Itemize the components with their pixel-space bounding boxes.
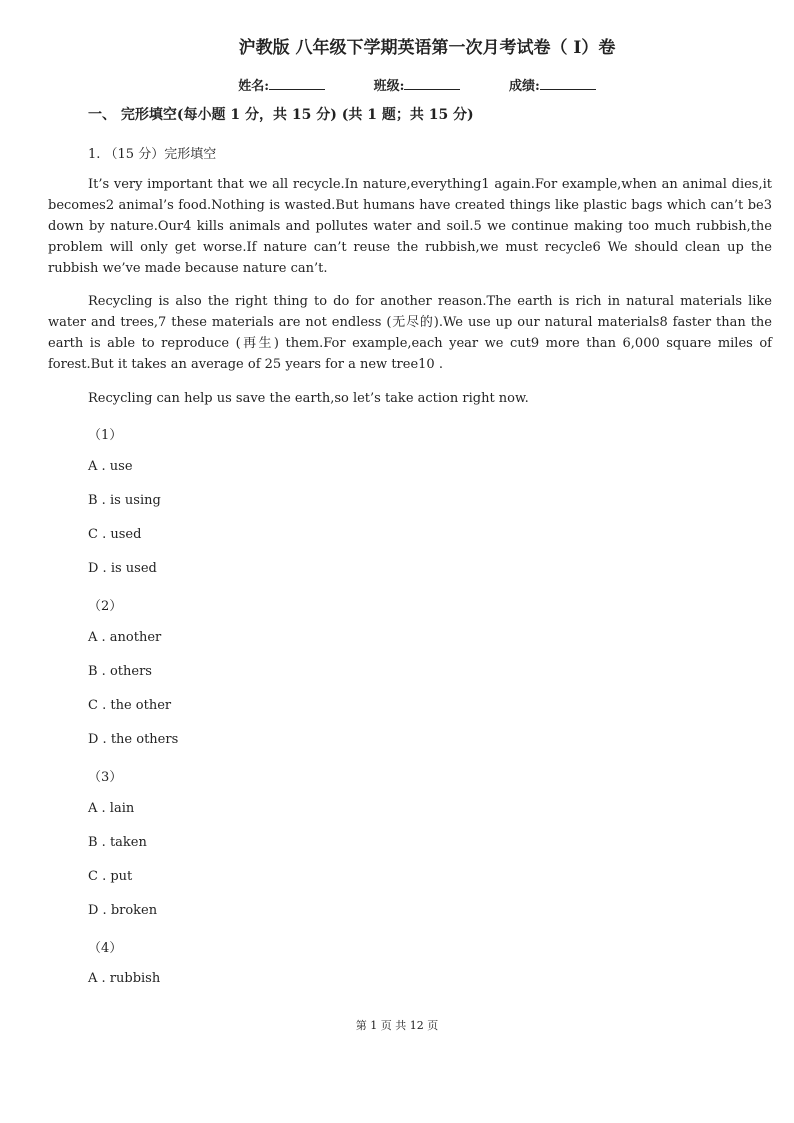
- option-item: C . used: [88, 527, 142, 542]
- score-field: [509, 75, 596, 94]
- name-label: 姓名:: [238, 79, 270, 94]
- class-label: 班级:: [373, 79, 405, 94]
- score-blank: [540, 77, 596, 90]
- class-field: [374, 75, 461, 94]
- option-item: A . rubbish: [88, 971, 161, 986]
- option-item: D . the others: [88, 732, 179, 747]
- option-item: B . taken: [88, 835, 147, 850]
- subquestion-number: （2）: [88, 599, 123, 614]
- name-blank: [269, 77, 325, 90]
- option-item: C . the other: [88, 698, 172, 713]
- option-item: A . lain: [88, 801, 135, 816]
- section-title: 一、 完形填空(每小题 1 分，共 15 分) (共 1 题；共 15 分): [88, 107, 474, 123]
- option-item: B . is using: [88, 493, 161, 508]
- subquestion-number: （4）: [88, 941, 123, 956]
- passage-paragraph: Recycling is also the right thing to do for another reason.The earth is rich in natural materials like water and trees,7 these materials are not endless (无尽的).We use up our natural materials8 faster than the earth is able to reproduce (再生) them.For example,each year we cut9 more than 6,000 square miles of forest.But it takes an average of 25 years for a new tree10 .: [48, 294, 772, 372]
- option-item: A . use: [88, 459, 133, 474]
- option-item: A . another: [88, 630, 162, 645]
- student-info: [0, 75, 794, 94]
- question-head: 1. （15 分）完形填空: [88, 147, 217, 162]
- class-blank: [404, 77, 460, 90]
- page-footer: 第 1 页 共 12 页: [355, 1019, 439, 1032]
- option-item: C . put: [88, 869, 133, 884]
- option-item: B . others: [88, 664, 152, 679]
- subquestion-number: （3）: [88, 770, 123, 785]
- name-field: [238, 75, 325, 94]
- score-label: 成绩:: [508, 79, 540, 94]
- subquestion-number: （1）: [88, 428, 123, 443]
- passage-paragraph: Recycling can help us save the earth,so let’s take action right now.: [88, 391, 529, 406]
- exam-title: 沪教版 八年级下学期英语第一次月考试卷（ I）卷: [238, 38, 616, 58]
- option-item: D . is used: [88, 561, 157, 576]
- option-item: D . broken: [88, 903, 158, 918]
- passage-paragraph: It’s very important that we all recycle.In nature,everything1 again.For example,when an animal dies,it becomes2 animal’s food.Nothing is wasted.But humans have created things like plastic bags which can’t be3 down by nature.Our4 kills animals and pollutes water and soil.5 we continue making too much rubbish,the problem will only get worse.If nature can’t reuse the rubbish,we must recycle6 We should clean up the rubbish we’ve made because nature can’t.: [48, 177, 772, 276]
